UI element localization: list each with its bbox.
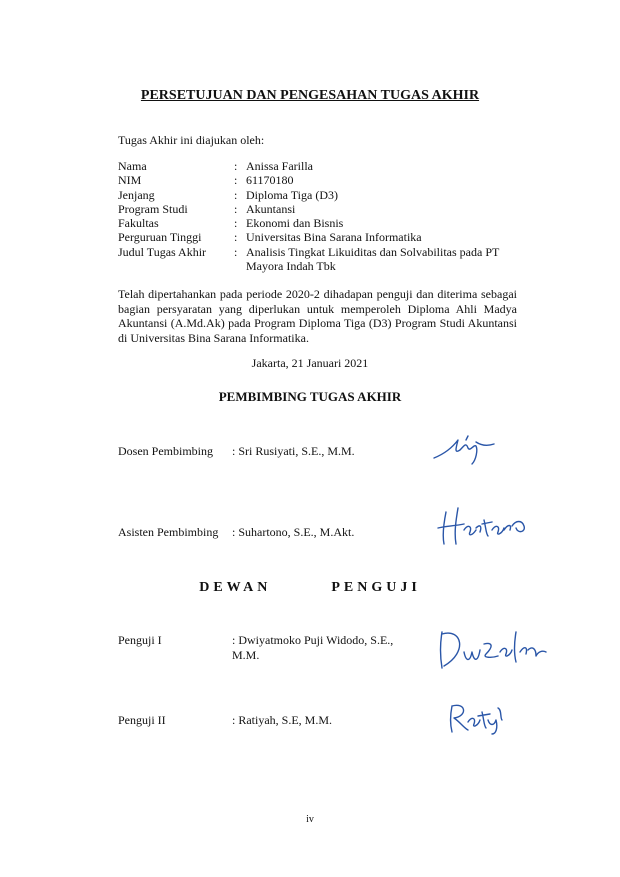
signature-asisten-pembimbing bbox=[432, 500, 532, 550]
info-separator: : bbox=[234, 173, 238, 188]
info-separator: : bbox=[234, 159, 238, 173]
info-separator: : bbox=[234, 216, 238, 231]
info-value: Analisis Tingkat Likuiditas dan Solvabilitas pada PT Mayora Indah Tbk bbox=[246, 244, 500, 274]
dosen-pembimbing-value: : Sri Rusiyati, S.E., M.M. bbox=[232, 444, 355, 458]
info-row-perguruan-tinggi bbox=[118, 230, 516, 244]
intro-text: Tugas Akhir ini diajukan oleh: bbox=[118, 133, 265, 147]
signature-penguji-1 bbox=[432, 622, 550, 674]
info-row-nim bbox=[118, 173, 516, 187]
penguji-2-label: Penguji II bbox=[118, 713, 166, 727]
asisten-pembimbing-label: Asisten Pembimbing bbox=[118, 525, 219, 539]
penguji-1-row bbox=[118, 633, 412, 662]
info-label: Perguruan Tinggi bbox=[118, 230, 202, 245]
approval-paragraph: Telah dipertahankan pada periode 2020-2 dihadapan penguji dan diterima sebagai bagian persyaratan yang diperlukan untuk memperoleh Diploma Ahli Madya Akuntansi (A.Md.Ak) pada Program Diploma Tiga (D3) Program Studi Akuntansi di Universitas Bina Sarana Informatika. bbox=[118, 287, 517, 345]
info-value: Diploma Tiga (D3) bbox=[246, 187, 339, 202]
page-number: iv bbox=[306, 814, 314, 825]
info-label: Nama bbox=[118, 159, 147, 173]
info-label: Jenjang bbox=[118, 187, 155, 202]
section-heading-pembimbing: PEMBIMBING TUGAS AKHIR bbox=[218, 389, 402, 404]
info-row-fakultas bbox=[118, 216, 516, 230]
info-row-judul bbox=[118, 245, 516, 274]
info-row-program-studi bbox=[118, 202, 516, 216]
info-value: Akuntansi bbox=[246, 201, 296, 216]
asisten-pembimbing-value: : Suhartono, S.E., M.Akt. bbox=[232, 525, 355, 539]
signature-penguji-2 bbox=[444, 698, 514, 736]
info-value: Universitas Bina Sarana Informatika bbox=[246, 230, 422, 245]
info-label: Fakultas bbox=[118, 216, 159, 231]
info-label: NIM bbox=[118, 173, 142, 188]
student-info-table bbox=[118, 159, 516, 273]
date-line: Jakarta, 21 Januari 2021 bbox=[251, 356, 369, 370]
info-value: 61170180 bbox=[246, 173, 294, 188]
section-heading-penguji bbox=[0, 580, 620, 596]
info-separator: : bbox=[234, 187, 238, 202]
signature-dosen-pembimbing bbox=[430, 430, 500, 466]
info-value: Anissa Farilla bbox=[246, 159, 313, 173]
heading-word-dewan: DEWAN bbox=[199, 580, 272, 595]
penguji-2-row bbox=[118, 713, 412, 728]
penguji-1-value: : Dwiyatmoko Puji Widodo, S.E., M.M. bbox=[232, 633, 394, 662]
info-separator: : bbox=[234, 244, 238, 259]
info-row-jenjang bbox=[118, 188, 516, 202]
info-value: Ekonomi dan Bisnis bbox=[246, 216, 344, 231]
info-separator: : bbox=[234, 230, 238, 245]
page-title: PERSETUJUAN DAN PENGESAHAN TUGAS AKHIR bbox=[140, 88, 480, 103]
info-row-nama bbox=[118, 159, 516, 173]
asisten-pembimbing-row bbox=[118, 525, 412, 540]
info-separator: : bbox=[234, 201, 238, 216]
dosen-pembimbing-row bbox=[118, 444, 412, 459]
heading-word-penguji: PENGUJI bbox=[331, 580, 421, 595]
penguji-1-label: Penguji I bbox=[118, 633, 162, 647]
info-label: Program Studi bbox=[118, 201, 188, 216]
info-label: Judul Tugas Akhir bbox=[118, 244, 207, 259]
dosen-pembimbing-label: Dosen Pembimbing bbox=[118, 444, 213, 458]
penguji-2-value: : Ratiyah, S.E, M.M. bbox=[232, 713, 333, 727]
